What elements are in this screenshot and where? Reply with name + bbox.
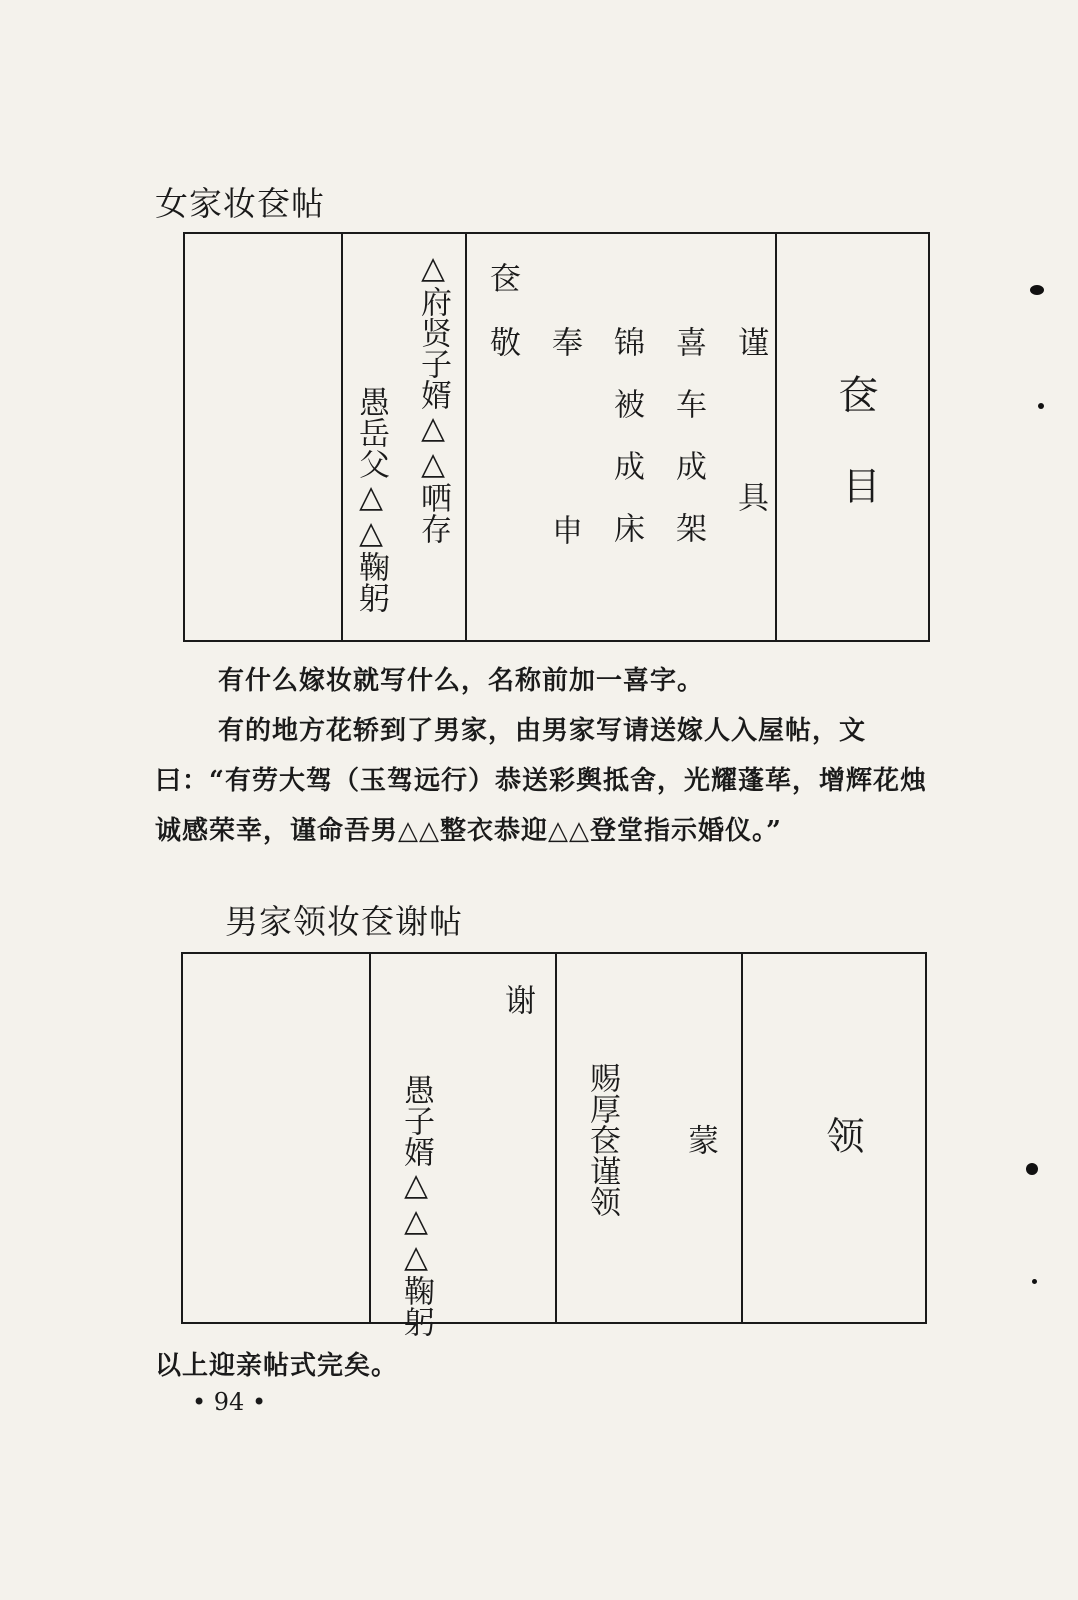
closing-line: 以上迎亲帖式完矣。 (155, 1351, 399, 1381)
card-column-content: 奉 (546, 326, 582, 357)
card-column-content: 喜车成架 (670, 326, 706, 574)
card-column-thanks: 谢 (499, 984, 535, 1015)
paragraph-line: 有什么嫁妆就写什么，名称前加一喜字。 (218, 666, 705, 696)
card-column-recipient: △府贤子婿△△哂存 (415, 250, 451, 544)
scan-speck (1026, 1163, 1038, 1175)
paragraph-line: 诚感荣幸，谨命吾男△△整衣恭迎△△登堂指示婚仪。” (155, 816, 782, 846)
card-column-signature: 愚岳父△△鞠躬 (353, 386, 389, 613)
card-column-content: 奁 (484, 262, 520, 293)
paragraph-line: 有的地方花轿到了男家，由男家写请送嫁人入屋帖，文 (218, 716, 867, 746)
card-cover-title: 领 (820, 1116, 864, 1154)
card-divider (741, 954, 743, 1322)
section-1-title: 女家妆奁帖 (155, 184, 325, 223)
scan-speck (1038, 403, 1044, 409)
scan-speck (1032, 1279, 1037, 1284)
card-column-content: 申 (546, 514, 582, 545)
card-divider (465, 234, 467, 640)
page-number: • 94 • (192, 1388, 267, 1416)
card-cover-title: 目 (836, 466, 880, 504)
scan-speck (1030, 285, 1044, 295)
paragraph-line: 曰：“有劳大驾（玉驾远行）恭送彩舆抵舍，光耀蓬荜，增辉花烛 (155, 766, 927, 796)
card-divider (775, 234, 777, 640)
card-divider (341, 234, 343, 640)
trousseau-card (183, 232, 930, 642)
thank-you-card (181, 952, 927, 1337)
card-column-content: 赐厚奁谨领 (584, 1062, 620, 1217)
card-column-signature: 愚子婿△△△鞠躬 (398, 1074, 434, 1337)
card-column-content: 锦被成床 (608, 326, 644, 574)
card-divider (555, 954, 557, 1322)
card-divider (369, 954, 371, 1322)
card-column-content: 蒙 (682, 1124, 718, 1155)
section-2-title: 男家领妆奁谢帖 (225, 902, 463, 941)
card-column-content: 谨具 (732, 326, 768, 636)
card-cover-title: 奁 (832, 374, 878, 414)
card-column-content: 敬 (484, 326, 520, 357)
